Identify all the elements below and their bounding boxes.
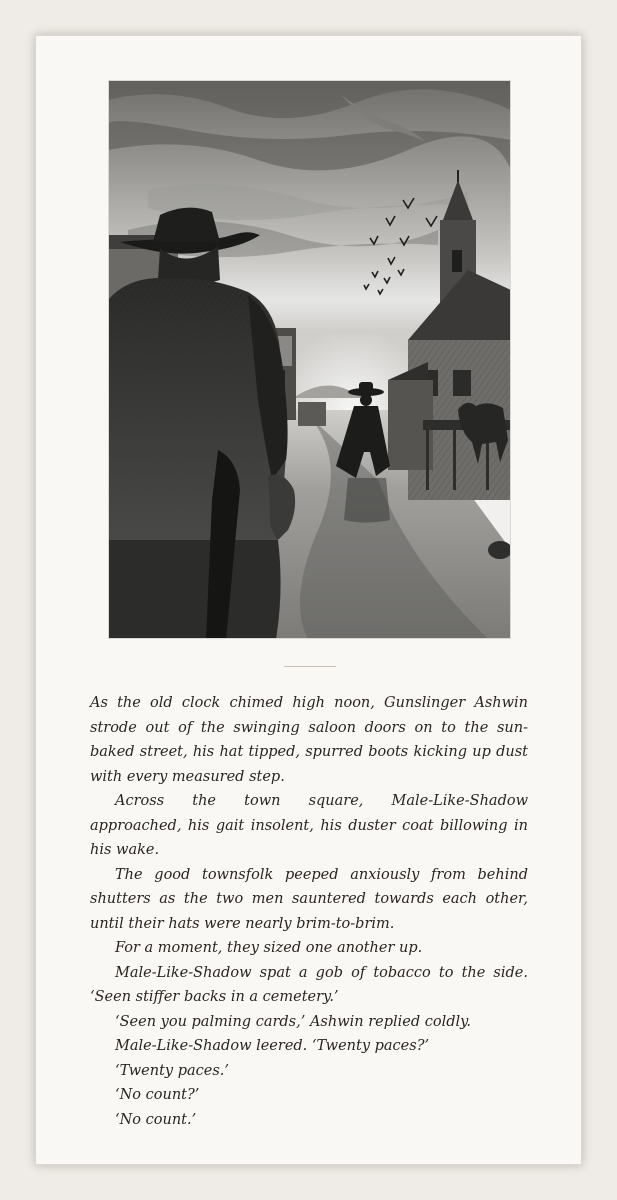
- story-paragraph: For a moment, they sized one another up.: [115, 940, 423, 956]
- section-divider: [284, 666, 336, 667]
- western-duel-illustration: [108, 80, 511, 639]
- story-paragraph: Male-Like-Shadow spat a gob of tobacco to the side. ‘Seen stiffer backs in a cemetery.’: [90, 964, 528, 1005]
- story-paragraph: Male-Like-Shadow leered. ‘Twenty paces?’: [115, 1038, 430, 1054]
- story-paragraph: The good townsfolk peeped anxiously from behind shutters as the two men sauntered towards each other, until their hats were nearly brim-to-brim.: [90, 866, 528, 932]
- book-page: [35, 35, 582, 1165]
- story-paragraph: ‘Twenty paces.’: [115, 1062, 230, 1079]
- story-paragraph: ‘No count?’: [115, 1087, 200, 1103]
- story-paragraph: ‘Seen you palming cards,’ Ashwin replied coldly.: [115, 1013, 472, 1030]
- story-paragraph: As the old clock chimed high noon, Gunslinger Ashwin strode out of the swinging saloon doors on to the sun-baked street, his hat tipped, spurred boots kicking up dust with every measured step.: [90, 695, 528, 785]
- story-paragraph: ‘No count.’: [115, 1111, 197, 1128]
- story-paragraph: Across the town square, Male-Like-Shadow approached, his gait insolent, his duster coat billowing in his wake.: [90, 793, 528, 858]
- story-text: [90, 691, 528, 1132]
